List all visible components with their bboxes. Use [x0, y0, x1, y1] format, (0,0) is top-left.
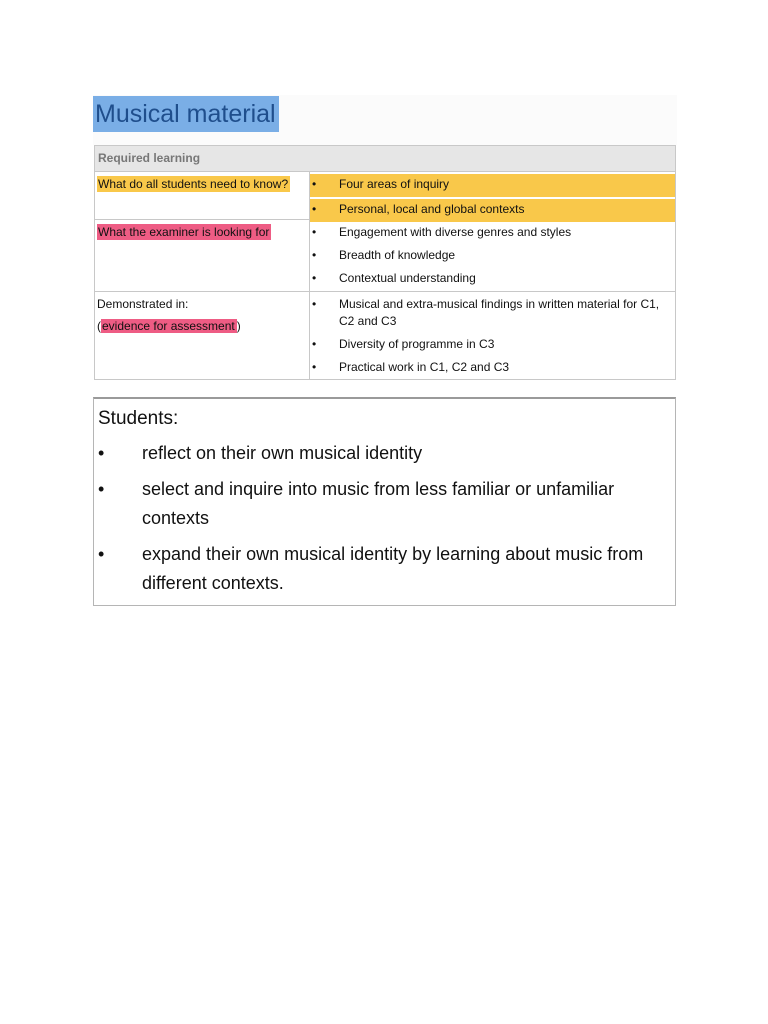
bullet-icon: • — [312, 202, 317, 216]
students-box — [93, 397, 676, 606]
list-item — [310, 174, 675, 197]
list-item-text: Diversity of programme in C3 — [339, 337, 495, 351]
row-label-note — [97, 318, 241, 334]
list-item — [310, 199, 675, 222]
list-item-text: Four areas of inquiry — [339, 177, 450, 191]
list-item-text: Engagement with diverse genres and styles — [339, 225, 572, 239]
bullet-list — [310, 222, 675, 291]
table-row — [95, 220, 675, 292]
list-item-text: Breadth of knowledge — [339, 248, 456, 262]
row-label-demonstrated-in: Demonstrated in: — [97, 297, 189, 311]
table-header — [95, 146, 675, 172]
list-item-text: Musical and extra-musical findings in written material for C1, C2 and C3 — [339, 297, 660, 328]
bullet-icon: • — [312, 225, 317, 239]
list-item-text: Personal, local and global contexts — [339, 202, 525, 216]
list-item-text: select and inquire into music from less familiar or unfamiliar contexts — [142, 479, 615, 528]
list-item — [310, 357, 675, 380]
list-item — [310, 222, 675, 245]
list-item — [310, 334, 675, 357]
page-title: Musical material — [93, 96, 279, 132]
evidence-note-highlight: evidence for assessment — [102, 319, 235, 333]
bullet-icon: • — [98, 479, 105, 499]
list-item-text: Practical work in C1, C2 and C3 — [339, 360, 510, 374]
list-item — [94, 475, 675, 533]
list-item — [310, 294, 675, 334]
row-label-need-to-know: What do all students need to know? — [98, 177, 289, 191]
list-item — [310, 245, 675, 268]
bullet-icon: • — [312, 271, 317, 285]
bullet-icon: • — [312, 177, 317, 191]
table-header-label: Required learning — [98, 151, 201, 165]
bullet-icon: • — [98, 443, 105, 463]
bullet-icon: • — [312, 337, 317, 351]
table-row — [95, 172, 675, 220]
close-paren: ) — [236, 319, 241, 333]
bullet-icon: • — [312, 297, 317, 311]
students-heading: Students: — [98, 408, 179, 429]
row-label-examiner: What the examiner is looking for — [98, 225, 270, 239]
table-row — [95, 292, 675, 379]
bullet-icon: • — [312, 360, 317, 374]
list-item — [310, 268, 675, 291]
list-item-text: Contextual understanding — [339, 271, 476, 285]
list-item — [94, 439, 675, 468]
required-learning-table — [94, 145, 676, 380]
list-item-text: expand their own musical identity by learning about music from different contexts. — [142, 544, 644, 593]
students-list — [94, 439, 675, 605]
bullet-icon: • — [312, 248, 317, 262]
list-item — [94, 540, 675, 598]
list-item-text: reflect on their own musical identity — [142, 443, 423, 463]
bullet-icon: • — [98, 544, 105, 564]
bullet-list — [310, 174, 675, 224]
open-paren: ( — [97, 319, 101, 333]
bullet-list — [310, 294, 675, 380]
